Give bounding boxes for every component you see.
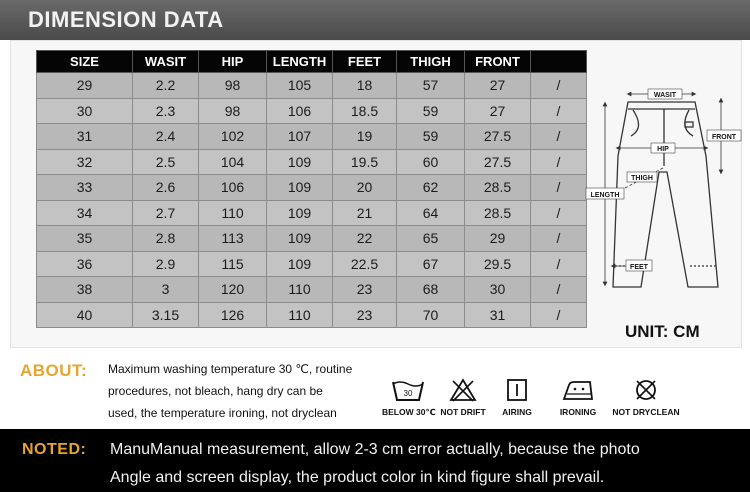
table-row <box>37 124 587 150</box>
table-cell: 62 <box>397 175 465 201</box>
table-cell: 102 <box>199 124 267 150</box>
care-label: NOT DRIFT <box>440 407 486 417</box>
table-row <box>37 200 587 226</box>
table-cell: 23 <box>333 277 397 303</box>
col-header-front: FRONT <box>465 51 531 73</box>
table-cell: 18 <box>333 73 397 99</box>
svg-text:30: 30 <box>403 389 413 398</box>
table-cell: 30 <box>465 277 531 303</box>
table-cell: 109 <box>267 175 333 201</box>
table-cell: 29 <box>465 226 531 252</box>
about-line: procedures, not bleach, hang dry can be <box>108 384 323 398</box>
care-wash <box>382 378 434 418</box>
diagram-label-thigh: THIGH <box>631 175 653 182</box>
care-airing <box>496 378 538 417</box>
table-cell: 67 <box>397 251 465 277</box>
about-label: ABOUT: <box>20 361 88 380</box>
table-cell: 22 <box>333 226 397 252</box>
table-cell: / <box>531 73 587 99</box>
table-cell: 98 <box>199 98 267 124</box>
table-cell: 60 <box>397 149 465 175</box>
table-cell: 64 <box>397 200 465 226</box>
table-cell: 23 <box>333 302 397 328</box>
pants-outline <box>613 102 718 287</box>
table-cell: 68 <box>397 277 465 303</box>
table-cell: 59 <box>397 98 465 124</box>
page-title: DIMENSION DATA <box>28 7 224 32</box>
noted-line: Angle and screen display, the product color in kind figure shall prevail. <box>110 469 605 486</box>
noted-line: ManuManual measurement, allow 2-3 cm error actually, because the photo <box>110 441 640 458</box>
table-cell: 106 <box>267 98 333 124</box>
table-cell: 115 <box>199 251 267 277</box>
table-cell: 31 <box>37 124 133 150</box>
table-cell: 57 <box>397 73 465 99</box>
table-row <box>37 149 587 175</box>
wash-30-icon <box>391 378 425 402</box>
table-cell: 2.7 <box>133 200 199 226</box>
table-cell: / <box>531 149 587 175</box>
table-cell: 110 <box>267 277 333 303</box>
table-cell: 33 <box>37 175 133 201</box>
table-row <box>37 73 587 99</box>
table-cell: 104 <box>199 149 267 175</box>
about-text <box>108 358 388 424</box>
table-row <box>37 251 587 277</box>
table-cell: 109 <box>267 200 333 226</box>
table-cell: 126 <box>199 302 267 328</box>
table-cell: 59 <box>397 124 465 150</box>
table-cell: 22.5 <box>333 251 397 277</box>
table-cell: 105 <box>267 73 333 99</box>
table-cell: 19 <box>333 124 397 150</box>
table-cell: 3.15 <box>133 302 199 328</box>
table-cell: 109 <box>267 149 333 175</box>
table-cell: 2.9 <box>133 251 199 277</box>
table-cell: 70 <box>397 302 465 328</box>
col-header-wasit: WASIT <box>133 51 199 73</box>
iron-icon <box>561 378 595 402</box>
table-row <box>37 277 587 303</box>
col-header-hip: HIP <box>199 51 267 73</box>
care-label: BELOW 30℃ <box>382 407 436 417</box>
about-line: Maximum washing temperature 30 ℃, routine <box>108 362 353 376</box>
table-cell: 35 <box>37 226 133 252</box>
col-header-thigh: THIGH <box>397 51 465 73</box>
table-cell: 113 <box>199 226 267 252</box>
care-label: NOT DRYCLEAN <box>612 407 680 417</box>
table-cell: 2.2 <box>133 73 199 99</box>
diagram-label-feet: FEET <box>630 264 648 271</box>
table-row <box>37 175 587 201</box>
table-cell: 110 <box>199 200 267 226</box>
table-cell: 38 <box>37 277 133 303</box>
col-header-blank <box>531 51 587 73</box>
table-row <box>37 302 587 328</box>
table-row <box>37 98 587 124</box>
table-cell: 27 <box>465 98 531 124</box>
noted-label: NOTED: <box>22 441 87 458</box>
table-cell: 2.6 <box>133 175 199 201</box>
no-bleach-icon <box>449 378 477 402</box>
care-ironing <box>554 378 602 417</box>
table-cell: 32 <box>37 149 133 175</box>
no-dryclean-icon <box>633 378 659 402</box>
care-bleach <box>438 378 488 417</box>
table-cell: 19.5 <box>333 149 397 175</box>
unit-label: UNIT: CM <box>625 322 700 341</box>
table-cell: 106 <box>199 175 267 201</box>
table-cell: 29 <box>37 73 133 99</box>
table-cell: 27 <box>465 73 531 99</box>
table-cell: 30 <box>37 98 133 124</box>
about-line: used, the temperature ironing, not dryclean <box>108 406 337 420</box>
hang-dry-icon <box>505 378 529 402</box>
table-cell: 98 <box>199 73 267 99</box>
table-cell: 36 <box>37 251 133 277</box>
table-cell: 28.5 <box>465 175 531 201</box>
table-cell: 120 <box>199 277 267 303</box>
size-table <box>36 50 587 328</box>
table-cell: 2.4 <box>133 124 199 150</box>
care-dryclean <box>611 378 681 417</box>
table-cell: / <box>531 226 587 252</box>
diagram-label-hip: HIP <box>657 146 669 153</box>
col-header-size: SIZE <box>37 51 133 73</box>
col-header-feet: FEET <box>333 51 397 73</box>
table-header-row <box>37 51 587 73</box>
table-cell: 18.5 <box>333 98 397 124</box>
table-cell: / <box>531 277 587 303</box>
table-cell: 29.5 <box>465 251 531 277</box>
table-cell: / <box>531 124 587 150</box>
care-label: IRONING <box>559 407 597 417</box>
table-cell: 2.3 <box>133 98 199 124</box>
table-cell: 110 <box>267 302 333 328</box>
col-header-length: LENGTH <box>267 51 333 73</box>
table-cell: / <box>531 175 587 201</box>
table-cell: / <box>531 98 587 124</box>
care-label: AIRING <box>502 407 532 417</box>
diagram-label-wasit: WASIT <box>653 92 677 99</box>
table-cell: 28.5 <box>465 200 531 226</box>
table-cell: 109 <box>267 251 333 277</box>
table-cell: 21 <box>333 200 397 226</box>
table-cell: 109 <box>267 226 333 252</box>
header-bar <box>0 0 750 40</box>
table-cell: 2.8 <box>133 226 199 252</box>
table-row <box>37 226 587 252</box>
noted-bar <box>0 429 750 492</box>
table-cell: 40 <box>37 302 133 328</box>
table-cell: 27.5 <box>465 124 531 150</box>
table-cell: 31 <box>465 302 531 328</box>
table-cell: / <box>531 200 587 226</box>
diagram-label-front: FRONT <box>711 134 737 141</box>
pants-diagram <box>585 80 745 300</box>
table-cell: / <box>531 302 587 328</box>
table-cell: 2.5 <box>133 149 199 175</box>
table-cell: 20 <box>333 175 397 201</box>
table-body <box>37 73 587 328</box>
table-cell: 65 <box>397 226 465 252</box>
diagram-label-length: LENGTH <box>590 192 620 199</box>
table-cell: 107 <box>267 124 333 150</box>
table-cell: / <box>531 251 587 277</box>
table-cell: 27.5 <box>465 149 531 175</box>
table-cell: 34 <box>37 200 133 226</box>
table-cell: 3 <box>133 277 199 303</box>
